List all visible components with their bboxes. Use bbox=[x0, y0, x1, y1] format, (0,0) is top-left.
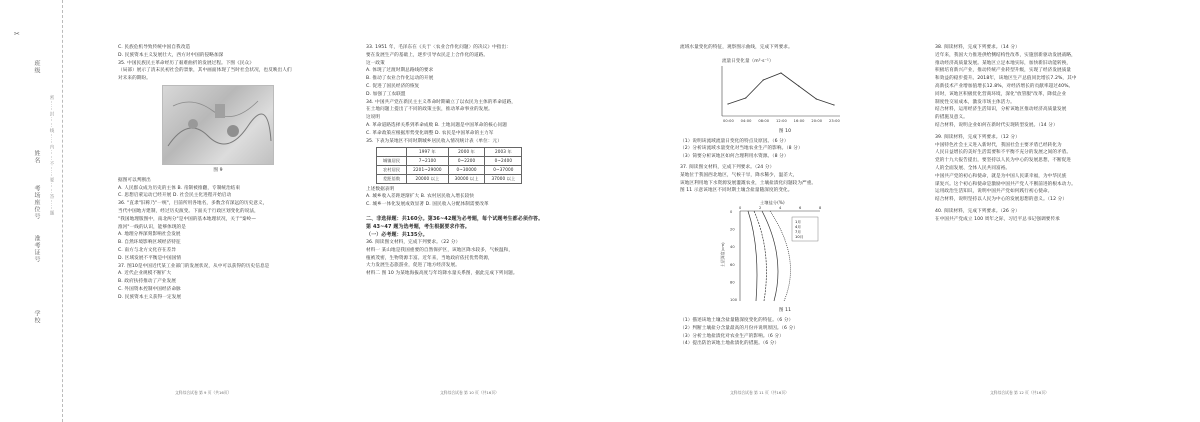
table-header-row bbox=[377, 148, 522, 157]
text-line: 中国共产党的初心和使命，就是为中国人民谋幸福，为中华民族 bbox=[935, 173, 1067, 179]
text-line: 要在发展生产的基础上，逐步引导农民走上合作化的道路。 bbox=[366, 52, 489, 58]
text-line: A. 城乡收入差距逐渐扩大 B. 农村居民收入增长较快 bbox=[366, 194, 475, 200]
table-cell: 30000 以上 bbox=[448, 174, 485, 183]
y-tick-label: 0 bbox=[730, 210, 733, 215]
table-row bbox=[377, 165, 522, 174]
text-line: 在中国共产党成立 100 周年之际，习近平总书记强调要传承 bbox=[935, 216, 1060, 222]
text-line: C. 促进了国民经济的恢复 bbox=[366, 83, 420, 89]
text-line: 运用政治生活知识，说明中国共产党如何践行初心使命。 bbox=[935, 189, 1053, 195]
historical-painting-image bbox=[162, 85, 274, 165]
x-tick-label: 23:00 bbox=[829, 118, 840, 123]
text-line: 党的十九大报告提出，要坚持以人民为中心的发展思想，不断促进 bbox=[935, 158, 1072, 164]
y-tick-label: 80 bbox=[730, 280, 735, 285]
binding-label-exam-number: 准考证号 bbox=[33, 235, 40, 263]
binding-label-seat: 考场座位号 bbox=[33, 185, 40, 220]
text-line: 制度性交易成本，激发市场主体活力。 bbox=[935, 99, 1015, 105]
binding-label-class: 班级 bbox=[33, 60, 40, 74]
curve-3 bbox=[762, 211, 778, 301]
figure-9-caption: 图 9 bbox=[213, 167, 223, 173]
text-line: （2）分析该流域水量变化对当地农业生产的影响。（8 分） bbox=[680, 146, 803, 152]
text-line: 33. 1951 年，毛泽东在《关于〈农业合作化问题〉的决议》中指出： bbox=[366, 45, 511, 50]
table-cell: 7~2100 bbox=[407, 157, 449, 166]
text-line: 上述数据表明 bbox=[366, 186, 395, 192]
text-line: 在土地问题上提出了不同的政策主张，推动革命事业的发展。 bbox=[366, 107, 493, 113]
page-footer-11: 文科综合试卷 第 11 页（共16页） bbox=[730, 390, 789, 395]
text-line: 中国特色社会主义进入新时代，我国社会主要矛盾已经转化为 bbox=[935, 142, 1062, 148]
text-line: A. 革命道路选择关系到革命成败 B. 土地问题是中国革命的核心问题 bbox=[366, 122, 507, 128]
text-line: 据图可以判断出 bbox=[118, 177, 151, 183]
table-cell: 差距倍数 bbox=[377, 174, 407, 183]
x-tick-label: 20:00 bbox=[811, 118, 823, 123]
text-line: 近年来，我国大力推进供给侧结构性改革，实施创新驱动发展战略， bbox=[935, 52, 1076, 58]
text-line: 38. 阅读材料，完成下列要求。（14 分） bbox=[935, 45, 1020, 50]
text-line: 39. 阅读材料，完成下列要求。（12 分） bbox=[935, 134, 1020, 140]
x-tick-label: 8 bbox=[819, 206, 822, 211]
text-line: 40. 阅读材料，完成下列要求。（26 分） bbox=[935, 208, 1020, 214]
legend-item: 10月 bbox=[795, 235, 804, 240]
text-line: 35. 下表为某地区不同时期城乡居民收入情况统计表（单位：元） bbox=[366, 138, 502, 144]
text-line: C. 思想启蒙运动已经开展 D. 社会民主化进程开始启动 bbox=[118, 193, 232, 199]
legend-item: 4月 bbox=[795, 225, 802, 230]
x-tick-label: 08:00 bbox=[758, 118, 770, 123]
figure-10-caption: 图 10 bbox=[778, 128, 792, 134]
text-line: 当代中国地方建制，经过历史演变。下面关于行政区划变化的说法， bbox=[118, 208, 259, 214]
chart-title: 流量日变化量（m³·s⁻¹） bbox=[722, 58, 774, 64]
text-line: 谋复兴。这个初心和使命是激励中国共产党人不断前进的根本动力。 bbox=[935, 181, 1076, 187]
curve-1 bbox=[748, 211, 757, 301]
page-column-2 bbox=[366, 44, 591, 278]
text-line: 植被茂密，生物资源丰富。近年来，当地政府依托优势资源， bbox=[366, 255, 493, 261]
text-line: 的措施及意义。 bbox=[935, 115, 968, 121]
table-cell: 37000 以上 bbox=[485, 174, 522, 183]
text-line: 该地区利用地下水资源发展灌溉农业，土壤盐渍化问题较为严重。 bbox=[680, 180, 817, 186]
table-cell: 0~37000 bbox=[485, 165, 522, 174]
binding-label-name: 姓名 bbox=[33, 150, 40, 164]
table-cell: 0~2200 bbox=[448, 157, 485, 166]
text-line: （局部）展示了清末民初社会的景象，其中画面体现了当时社会状况，也反映出人们 bbox=[118, 68, 292, 74]
text-line: C. 南方与北方文化存在差异 bbox=[118, 247, 177, 253]
text-line: （1）说明该流域流量日变化的特点及原因。（6 分） bbox=[680, 138, 789, 144]
page-footer-9: 文科综合试卷 第 9 页（共16页） bbox=[175, 390, 232, 395]
text-line: 36. 阅读图文材料，完成下列要求。（22 分） bbox=[366, 239, 461, 245]
table-cell: 城镇居民 bbox=[377, 157, 407, 166]
table-cell: 20000 以上 bbox=[407, 174, 449, 183]
page-column-3 bbox=[680, 44, 890, 348]
chart-title: 土壤盐分(%) bbox=[760, 200, 785, 206]
text-line: （2）判断土壤盐分含量最高的月份并说明原因。（6 分） bbox=[680, 325, 798, 331]
y-tick-label: 60 bbox=[730, 262, 735, 267]
text-line: 结合材料，说明企业如何在新时代实现转型发展。（14 分） bbox=[935, 122, 1058, 128]
x-tick-label: 16:00 bbox=[793, 118, 805, 123]
table-cell: 2000 年 bbox=[448, 148, 485, 157]
income-table bbox=[376, 147, 522, 183]
text-line: 高新技术产业增加值增长12.8%，对经济增长的贡献率超过40%。 bbox=[935, 83, 1074, 89]
x-tick-label: 4 bbox=[779, 206, 782, 211]
text-line: （1）描述该地土壤含盐量随深度变化的特征。（6 分） bbox=[680, 317, 794, 323]
table-cell: 农村居民 bbox=[377, 165, 407, 174]
text-line: 同时，该地区积极优化营商环境，深化"放管服"改革，降低企业 bbox=[935, 91, 1067, 97]
x-tick-label: 2 bbox=[759, 206, 762, 211]
text-line: 36. "直隶"旧称乃"一统"，目前所用各地名，多数含有深远的历史意义， bbox=[118, 201, 268, 207]
y-tick-label: 40 bbox=[730, 245, 735, 250]
binding-label-school: 学校 bbox=[33, 310, 40, 324]
text-line: 和效益的稳步提升。2018年，该地区生产总值同比增长7.2%，其中 bbox=[935, 76, 1077, 82]
legend-item: 7月 bbox=[795, 230, 802, 235]
x-tick-label: 00:00 bbox=[723, 118, 734, 123]
text-line: （3）简要分析该地区如何合理利用水资源。（8 分） bbox=[680, 154, 789, 160]
legend-item: 1月 bbox=[795, 220, 802, 225]
table-cell: 0~2400 bbox=[485, 157, 522, 166]
page-column-1 bbox=[118, 44, 318, 302]
text-line: C. 革命政策应根据形势变化调整 D. 农民是中国革命的主力军 bbox=[366, 130, 494, 136]
y-tick-label: 100 bbox=[730, 298, 738, 303]
text-line: 材料一 某山地是我国重要的自然保护区，该地区降水较多，气候温和， bbox=[366, 247, 514, 253]
text-line: 积极培育新兴产业，推动传统产业转型升级，实现了经济发展质量 bbox=[935, 68, 1072, 74]
text-line: 结合材料，说明坚持以人民为中心的发展思想的意义。（12 分） bbox=[935, 197, 1068, 203]
curve-2 bbox=[754, 211, 766, 301]
series-line bbox=[728, 73, 834, 105]
scissors-icon: ✂ bbox=[14, 30, 20, 38]
text-line: C. 城乡一体化发展成效显著 D. 国民收入分配体制需要改革 bbox=[366, 202, 489, 208]
text-line: A. 体现了过渡时期总路线的要求 bbox=[366, 68, 434, 74]
page-footer-12: 文科综合试卷 第 12 页（共16页） bbox=[990, 390, 1049, 395]
soil-salt-chart-figure-11 bbox=[720, 197, 840, 305]
figure-11-caption: 图 11 bbox=[778, 308, 792, 314]
text-line: （3）分析土地盐渍化对农业生产的影响。（6 分） bbox=[680, 333, 784, 339]
text-line: D. 区域发展不平衡是中国国情 bbox=[118, 255, 182, 261]
table-cell bbox=[377, 148, 407, 157]
text-line: 人民日益增长的美好生活需要和不平衡不充分的发展之间的矛盾。 bbox=[935, 150, 1072, 156]
page-column-4 bbox=[935, 44, 1170, 224]
text-line: 推动经济高质量发展。某地区立足本地实际，加快新旧动能转换， bbox=[935, 60, 1072, 66]
table-cell: 1997 年 bbox=[407, 148, 449, 157]
table-cell: 2201~29000 bbox=[407, 165, 449, 174]
x-tick-label: 12:00 bbox=[776, 118, 787, 123]
x-tick-label: 0 bbox=[739, 206, 742, 211]
x-tick-label: 6 bbox=[799, 206, 802, 211]
section-subtitle: 第 43~47 题为选考题，考生根据要求作答。 bbox=[366, 223, 470, 230]
text-line: 材料二 图 10 为某地海拔高度与年均降水量关系图，据此完成下列问题。 bbox=[366, 271, 518, 277]
text-line: 某地位于我国西北地区，气候干旱，降水稀少，温差大， bbox=[680, 172, 798, 178]
text-line: 图 11 示意该地区不同时期土壤含盐量随深度的变化。 bbox=[680, 188, 793, 194]
table-cell: 2003 年 bbox=[485, 148, 522, 157]
text-line: A. 近代企业规模不断扩大 bbox=[118, 271, 172, 277]
text-line: 大力发展生态旅游业，促进了地方经济发展。 bbox=[366, 263, 460, 269]
text-line: B. 政府扶持推动了产业发展 bbox=[118, 279, 177, 285]
x-tick-label: 04:00 bbox=[740, 118, 752, 123]
text-line: 对未来的期盼。 bbox=[118, 76, 151, 82]
text-line: （4）提出防治该地土地盐渍化的措施。（6 分） bbox=[680, 341, 780, 347]
text-line: 35. 中国民族民主革命经历了艰难曲折的发展过程。下图《民众》 bbox=[118, 60, 254, 66]
text-line: 34. 中国共产党在新民主主义革命时期确立了以农民为主体的革命道路， bbox=[366, 99, 516, 105]
y-axis-label: 土层深度(cm) bbox=[720, 242, 725, 268]
text-line: 人的全面发展、全体人民共同富裕。 bbox=[935, 165, 1011, 171]
text-line: 37. 图10是中国近代某工业部门的发展状况，从中可以获得的历史信息是 bbox=[118, 263, 270, 269]
section-subtitle-required: （一）必考题：共135分。 bbox=[366, 231, 428, 238]
painting-sketch bbox=[163, 86, 273, 164]
y-tick-label: 20 bbox=[730, 227, 735, 232]
text-line: A. 人民群众成为历史的主体 B. 帝制被推翻，专制统治结束 bbox=[118, 185, 241, 191]
section-title: 二、非选择题：共160分。第36~42题为必考题，每个试题考生都必须作答。 bbox=[366, 215, 544, 222]
text-line: A. 地理分界深刻影响社会发展 bbox=[118, 232, 181, 238]
text-line: 这一政策 bbox=[366, 60, 385, 66]
text-line: 这说明 bbox=[366, 115, 381, 121]
page-footer-10: 文科综合试卷 第 10 页（共16页） bbox=[440, 390, 499, 395]
curve-4 bbox=[770, 211, 790, 301]
binding-strip bbox=[0, 0, 63, 422]
text-line: 淮河"一线的认识，能够体现的是 bbox=[118, 224, 186, 230]
flow-chart-figure-10 bbox=[704, 54, 844, 126]
text-line: 37. 阅读图文材料，完成下列要求。（24 分） bbox=[680, 164, 775, 170]
text-line: D. 民族资本主义获得一定发展 bbox=[118, 294, 182, 300]
text-line: D. 加强了工农联盟 bbox=[366, 91, 406, 97]
table-cell: 0~30000 bbox=[448, 165, 485, 174]
text-line: D. 民族资本主义发展壮大，西方对中国的侵略加深 bbox=[118, 52, 224, 58]
text-line: 结合材料，运用经济生活知识，分析该地区推动经济高质量发展 bbox=[935, 107, 1067, 113]
binding-seal-line-text: 密……封……线……内……不……要……答……题 bbox=[49, 95, 54, 216]
text-line: "我国地理版图中，南北两分"是中国的基本地理状况，关于"秦岭— bbox=[118, 216, 257, 222]
table-row bbox=[377, 157, 522, 166]
text-line: B. 推动了农业合作化运动的开展 bbox=[366, 76, 434, 82]
text-line: C. 民族危机导致传统中国自我改造 bbox=[118, 45, 191, 50]
table-row bbox=[377, 174, 522, 183]
text-line: 流域水量变化的特征，观察图示曲线，完成下列要求。 bbox=[680, 45, 793, 50]
text-line: B. 自然环境影响区域经济特征 bbox=[118, 240, 181, 246]
text-line: C. 外国资本控制中国经济命脉 bbox=[118, 286, 181, 292]
